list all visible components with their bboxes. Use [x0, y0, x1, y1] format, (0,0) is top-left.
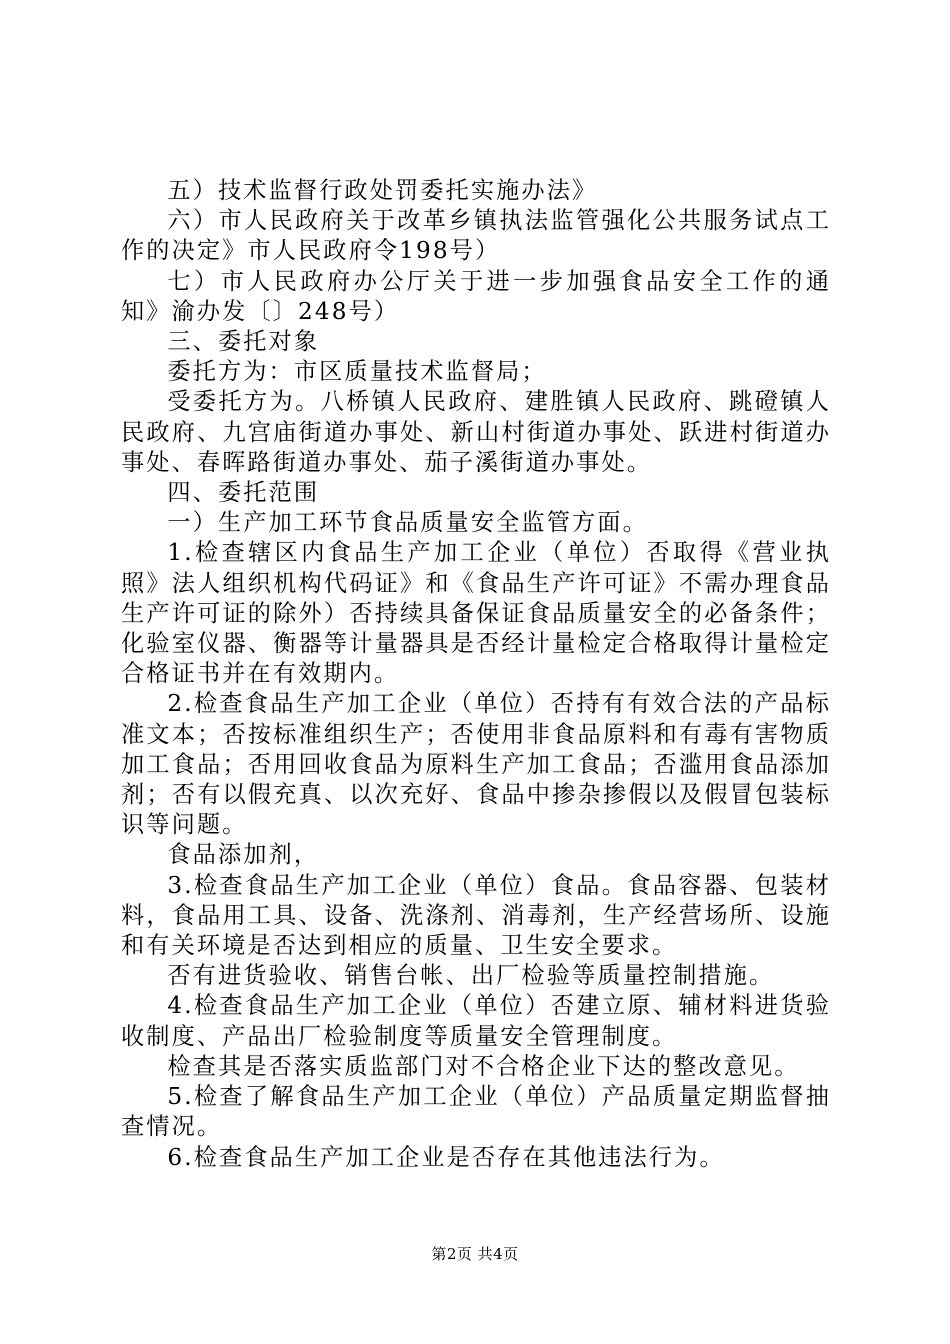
paragraph: 一）生产加工环节食品质量安全监管方面。	[167, 509, 648, 537]
paragraph: 受委托方为。八桥镇人民政府、建胜镇人民政府、跳磴镇人民政府、九宫庙街道办事处、新山村街道办事处、跃进村街道办事处、春晖路街道办事处、茄子溪街道办事处。	[121, 388, 831, 476]
document-body	[121, 176, 831, 1173]
paragraph: 5.检查了解食品生产加工企业（单位）产品质量定期监督抽查情况。	[121, 1083, 831, 1141]
paragraph: 6.检查食品生产加工企业是否存在其他违法行为。	[167, 1143, 725, 1171]
paragraph: 委托方为：市区质量技术监督局；	[167, 358, 547, 386]
paragraph: 否有进货验收、销售台帐、出厂检验等质量控制措施。	[167, 962, 775, 990]
section-heading: 三、委托对象	[167, 328, 320, 356]
paragraph: 七）市人民政府办公厅关于进一步加强食品安全工作的通知》渝办发〔〕248号）	[121, 267, 831, 325]
paragraph: 4.检查食品生产加工企业（单位）否建立原、辅材料进货验收制度、产品出厂检验制度等质量安全管理制度。	[121, 992, 831, 1050]
section-heading: 四、委托范围	[167, 479, 320, 507]
paragraph: 1.检查辖区内食品生产加工企业（单位）否取得《营业执照》法人组织机构代码证》和《食品生产许可证》不需办理食品生产许可证的除外）否持续具备保证食品质量安全的必备条件；化验室仪器、衡器等计量器具是否经计量检定合格取得计量检定合格证书并在有效期内。	[121, 539, 831, 688]
paragraph: 五）技术监督行政处罚委托实施办法》	[167, 177, 598, 204]
paragraph: 检查其是否落实质监部门对不合格企业下达的整改意见。	[167, 1052, 800, 1080]
paragraph: 六）市人民政府关于改革乡镇执法监管强化公共服务试点工作的决定》市人民政府令198号）	[121, 207, 831, 265]
paragraph: 2.检查食品生产加工企业（单位）否持有有效合法的产品标准文本；否按标准组织生产；否使用非食品原料和有毒有害物质加工食品；否用回收食品为原料生产加工食品；否滥用食品添加剂；否有以假充真、以次充好、食品中掺杂掺假以及假冒包装标识等问题。	[121, 690, 831, 839]
paragraph: 3.检查食品生产加工企业（单位）食品。食品容器、包装材料，食品用工具、设备、洗涤剂、消毒剂，生产经营场所、设施和有关环境是否达到相应的质量、卫生安全要求。	[121, 871, 831, 960]
page-number-footer: 第2页 共4页	[431, 1245, 519, 1263]
paragraph: 食品添加剂，	[167, 841, 320, 869]
